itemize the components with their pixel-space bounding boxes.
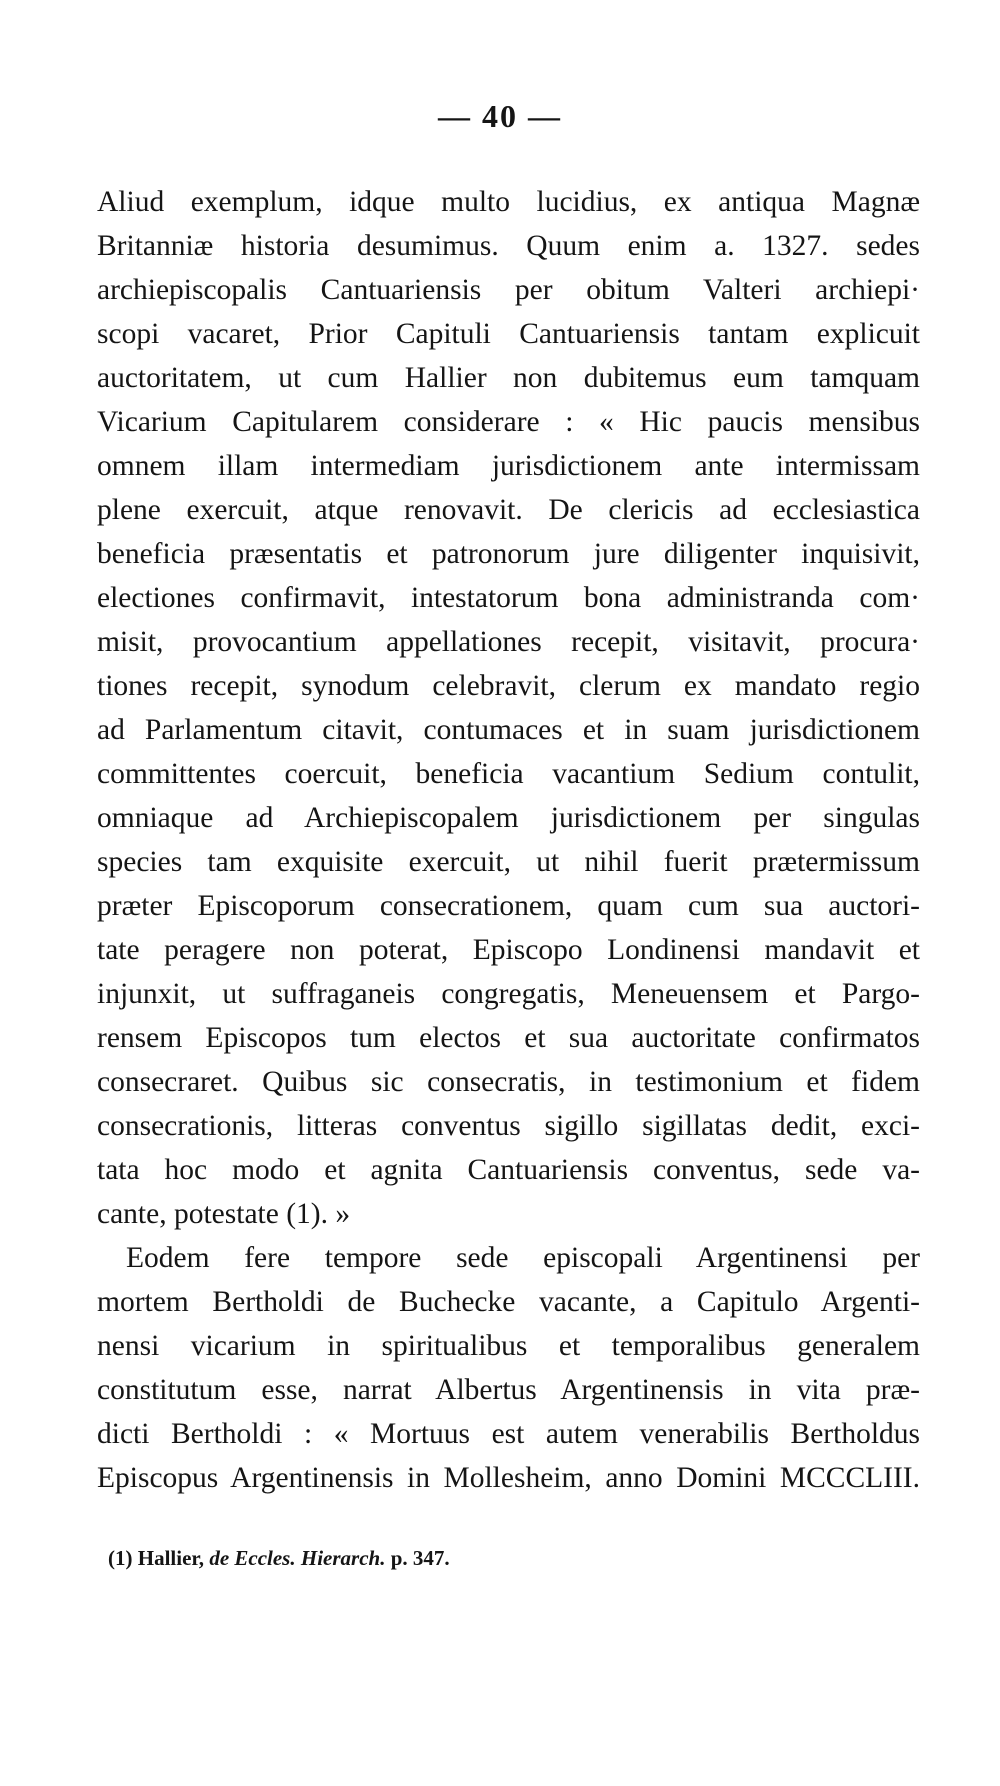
text-line: Britanniæ historia desumimus. Quum enim a. 1327. sedes xyxy=(97,230,920,262)
text-line: committentes coercuit, beneficia vacantium Sedium contulit, xyxy=(97,758,920,790)
footnote-page: p. 347. xyxy=(390,1546,450,1570)
text-line: beneficia præsentatis et patronorum jure diligenter inquisivit, xyxy=(97,538,920,570)
paragraph-1 xyxy=(97,180,920,1236)
text-line: tate peragere non poterat, Episcopo Londinensi mandavit et xyxy=(97,934,920,966)
text-line: cante, potestate (1). » xyxy=(97,1198,351,1230)
footnote xyxy=(108,1546,908,1571)
text-line: electiones confirmavit, intestatorum bona administranda com· xyxy=(97,582,920,614)
text-line: mortem Bertholdi de Buchecke vacante, a Capitulo Argenti- xyxy=(97,1286,920,1318)
text-line: plene exercuit, atque renovavit. De clericis ad ecclesiastica xyxy=(97,494,920,526)
text-line: constitutum esse, narrat Albertus Argentinensis in vita præ- xyxy=(97,1374,920,1406)
text-line: Aliud exemplum, idque multo lucidius, ex antiqua Magnæ xyxy=(97,186,920,218)
text-line: scopi vacaret, Prior Capituli Cantuariensis tantam explicuit xyxy=(97,318,920,350)
text-line: consecraret. Quibus sic consecratis, in testimonium et fidem xyxy=(97,1066,920,1098)
text-line: nensi vicarium in spiritualibus et temporalibus generalem xyxy=(97,1330,920,1362)
text-line: injunxit, ut suffraganeis congregatis, Meneuensem et Pargo- xyxy=(97,978,920,1010)
text-line: archiepiscopalis Cantuariensis per obitum Valteri archiepi· xyxy=(97,274,920,306)
footnote-marker: (1) xyxy=(108,1546,133,1570)
body-text xyxy=(97,180,920,1500)
text-line: Episcopus Argentinensis in Mollesheim, anno Domini MCCCLIII. xyxy=(97,1462,920,1494)
text-line: Vicarium Capitularem considerare : « Hic paucis mensibus xyxy=(97,406,920,438)
text-line: auctoritatem, ut cum Hallier non dubitemus eum tamquam xyxy=(97,362,920,394)
footnote-work-title: de Eccles. Hierarch. xyxy=(209,1546,386,1570)
text-line: consecrationis, litteras conventus sigillo sigillatas dedit, exci- xyxy=(97,1110,920,1142)
text-line: ad Parlamentum citavit, contumaces et in suam jurisdictionem xyxy=(97,714,920,746)
text-line: dicti Bertholdi : « Mortuus est autem venerabilis Bertholdus xyxy=(97,1418,920,1450)
text-line: species tam exquisite exercuit, ut nihil fuerit prætermissum xyxy=(97,846,920,878)
footnote-author: Hallier, xyxy=(137,1546,205,1570)
text-line: omnem illam intermediam jurisdictionem ante intermissam xyxy=(97,450,920,482)
text-line: præter Episcoporum consecrationem, quam cum sua auctori- xyxy=(97,890,920,922)
text-line: tiones recepit, synodum celebravit, clerum ex mandato regio xyxy=(97,670,920,702)
page-number: — 40 — xyxy=(438,98,562,134)
text-line: misit, provocantium appellationes recepit, visitavit, procura· xyxy=(97,626,920,658)
paragraph-2 xyxy=(97,1236,920,1500)
text-line: rensem Episcopos tum electos et sua auctoritate confirmatos xyxy=(97,1022,920,1054)
text-line: omniaque ad Archiepiscopalem jurisdictionem per singulas xyxy=(97,802,920,834)
text-line: Eodem fere tempore sede episcopali Argentinensi per xyxy=(126,1242,920,1274)
text-line: tata hoc modo et agnita Cantuariensis conventus, sede va- xyxy=(97,1154,920,1186)
